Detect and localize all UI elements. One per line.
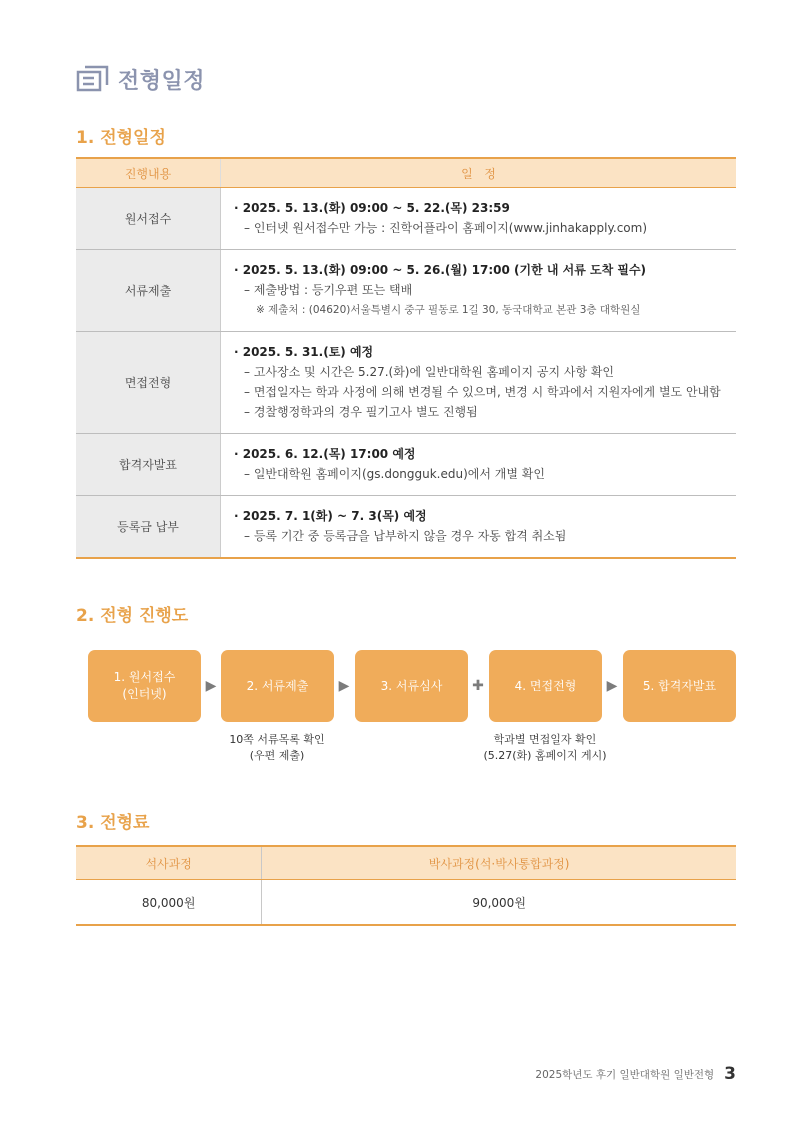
schedule-row-detail xyxy=(221,434,737,496)
section-title-progress: 2. 전형 진행도 xyxy=(76,606,189,626)
schedule-detail-line: · 2025. 5. 31.(토) 예정 xyxy=(234,345,374,359)
fee-table xyxy=(76,845,736,926)
schedule-detail-line: · 2025. 5. 13.(화) 09:00 ~ 5. 26.(월) 17:00 (기한 내 서류 도착 필수) xyxy=(234,263,647,277)
schedule-detail-line: – 일반대학원 홈페이지(gs.dongguk.edu)에서 개별 확인 xyxy=(244,467,545,481)
schedule-row xyxy=(76,332,736,434)
schedule-detail-line: – 면접일자는 학과 사정에 의해 변경될 수 있으며, 변경 시 학과에서 지원자에게 별도 안내함 xyxy=(244,385,721,399)
arrow-right-icon: ▶ xyxy=(205,678,217,694)
arrow-right-icon: ▶ xyxy=(606,678,618,694)
schedule-detail-line: ※ 제출처 : (04620)서울특별시 중구 필동로 1길 30, 동국대학교 본관 3층 대학원실 xyxy=(256,304,641,316)
schedule-detail-line: – 제출방법 : 등기우편 또는 택배 xyxy=(244,283,413,297)
schedule-detail-line: – 경찰행정학과의 경우 필기고사 별도 진행됨 xyxy=(244,405,478,419)
page-footer xyxy=(535,1064,736,1084)
page-title-text: 전형일정 xyxy=(118,68,206,94)
schedule-row-detail xyxy=(221,188,737,250)
document-icon xyxy=(76,64,110,94)
schedule-row-label: 등록금 납부 xyxy=(76,496,221,559)
schedule-row-label: 합격자발표 xyxy=(76,434,221,496)
flow-caption: 10쪽 서류목록 확인 (우편 제출) xyxy=(229,733,325,762)
schedule-detail-line: · 2025. 5. 13.(화) 09:00 ~ 5. 22.(목) 23:59 xyxy=(234,201,510,215)
fee-value-doctor: 90,000원 xyxy=(262,880,736,926)
flow-step-4: 4. 면접전형 xyxy=(489,650,602,722)
fee-value-master: 80,000원 xyxy=(76,880,262,926)
page-number: 3 xyxy=(724,1064,736,1084)
schedule-row-label: 원서접수 xyxy=(76,188,221,250)
fee-header-master: 석사과정 xyxy=(76,846,262,880)
schedule-header-date: 일 정 xyxy=(221,158,737,188)
schedule-row-label: 서류제출 xyxy=(76,250,221,332)
page-title xyxy=(76,62,205,96)
schedule-table xyxy=(76,157,736,559)
flow-step-5: 5. 합격자발표 xyxy=(623,650,736,722)
schedule-row-detail xyxy=(221,250,737,332)
schedule-row xyxy=(76,188,736,250)
section-title-schedule: 1. 전형일정 xyxy=(76,128,166,148)
arrow-right-icon: ▶ xyxy=(338,678,350,694)
schedule-row-label: 면접전형 xyxy=(76,332,221,434)
section-title-fee: 3. 전형료 xyxy=(76,813,150,833)
schedule-row xyxy=(76,434,736,496)
footer-text: 2025학년도 후기 일반대학원 일반전형 xyxy=(535,1068,715,1081)
flow-step-2: 2. 서류제출 xyxy=(221,650,334,722)
schedule-detail-line: – 인터넷 원서접수만 가능 : 진학어플라이 홈페이지(www.jinhakapply.com) xyxy=(244,221,648,235)
schedule-row xyxy=(76,250,736,332)
schedule-detail-line: – 고사장소 및 시간은 5.27.(화)에 일반대학원 홈페이지 공지 사항 확인 xyxy=(244,365,615,379)
schedule-row-detail xyxy=(221,332,737,434)
plus-icon: ✚ xyxy=(472,678,484,694)
schedule-row xyxy=(76,496,736,559)
schedule-detail-line: · 2025. 6. 12.(목) 17:00 예정 xyxy=(234,447,416,461)
flow-step-3: 3. 서류심사 xyxy=(355,650,468,722)
schedule-header-content: 진행내용 xyxy=(76,158,221,188)
schedule-detail-line: – 등록 기간 중 등록금을 납부하지 않을 경우 자동 합격 취소됨 xyxy=(244,529,567,543)
flow-caption: 학과별 면접일자 확인 (5.27(화) 홈페이지 게시) xyxy=(483,733,607,762)
schedule-detail-line: · 2025. 7. 1(화) ~ 7. 3(목) 예정 xyxy=(234,509,427,523)
schedule-row-detail xyxy=(221,496,737,559)
fee-header-doctor: 박사과정(석·박사통합과정) xyxy=(262,846,736,880)
flow-step-1: 1. 원서접수 (인터넷) xyxy=(88,650,201,722)
